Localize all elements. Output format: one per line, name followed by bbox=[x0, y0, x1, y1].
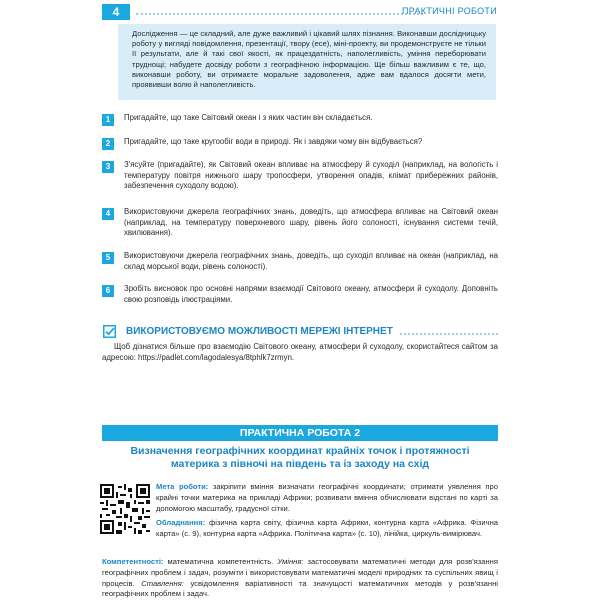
task-number: 1 bbox=[102, 114, 114, 126]
internet-title: ВИКОРИСТОВУЄМО МОЖЛИВОСТІ МЕРЕЖІ ІНТЕРНЕТ bbox=[126, 326, 393, 337]
task-number: 3 bbox=[102, 161, 114, 173]
goal-paragraph bbox=[156, 482, 498, 514]
practical-work-title: Визначення географічних координат крайніх точок і протяжності материка з півночі на південь та із заходу на схід bbox=[130, 445, 470, 470]
task-text: Пригадайте, що таке Світовий океан і з яких частин він складається. bbox=[124, 113, 373, 122]
skills-label: Уміння: bbox=[277, 557, 304, 566]
attitude-text: усвідомлення варіативності та значущості математичних методів у розв'язанні географічних проблем і задач. bbox=[102, 578, 498, 599]
task-text: З'ясуйте (пригадайте), як Світовий океан впливає на атмосферу й суходіл (наприклад, на вологість і температуру повітря нижнього шару тропосфери, утворення опадів, клімат прибережних районів, забезпечення суходолу водою). bbox=[124, 160, 498, 190]
equipment-label: Обладнання: bbox=[156, 518, 206, 527]
header-divider bbox=[136, 13, 423, 15]
task-number: 6 bbox=[102, 285, 114, 297]
internet-header bbox=[102, 325, 498, 339]
task-text: Зробіть висновок про основні напрями взаємодії Світового океану, атмосфери й суходолу. Доповніть свою розповідь ілюстраціями. bbox=[124, 284, 498, 304]
skills-text: застосовувати математичні методи для розв'язання географічних проблем і задач, розуміти і використовувати математичні моделі природних та суспільних явищ і процесів. bbox=[102, 557, 498, 588]
goal-text: закріпити вміння визначати географічні координати; отримати уявлення про крайні точки материка на прикладі Африки; розвивати вміння обчислювати відстані по карті за допомогою масштабу, градусної сітки. bbox=[156, 482, 498, 513]
page-number: 4 bbox=[102, 4, 130, 20]
task-number: 4 bbox=[102, 208, 114, 220]
internet-text: Щоб дізнатися більше про взаємодію Світового океану, атмосфери й суходолу, скористайтеся сайтом за адресою: https://padlet.com/lagodalesya/8tphlk7zrmyn. bbox=[102, 342, 498, 362]
task-number: 5 bbox=[102, 252, 114, 264]
attitude-label: Ставлення: bbox=[141, 578, 184, 588]
task-text: Використовуючи джерела географічних знань, доведіть, що атмосфера впливає на Світовий океан (наприклад, на температуру поверхневого шару, рівень його солоності, існування системи течій, хвилювання). bbox=[124, 207, 498, 237]
practical-work-banner: ПРАКТИЧНА РОБОТА 2 bbox=[102, 425, 498, 441]
section-title: ПРАКТИЧНІ РОБОТИ bbox=[402, 6, 497, 16]
goal-label: Мета роботи: bbox=[156, 482, 209, 491]
task-text: Використовуючи джерела географічних знань, доведіть, що суходіл впливає на океан (наприклад, на склад морської води, рівень солоності). bbox=[124, 251, 498, 271]
task-number: 2 bbox=[102, 138, 114, 150]
equipment-text: фізична карта світу, фізична карта Африки, контурна карта «Африка. Фізична карта» (с. 9), контурна карта «Африка. Політична карта» (с. 10), лінійка, циркуль-вимірювач. bbox=[156, 518, 498, 538]
competencies-label: Компетентності: bbox=[102, 557, 164, 566]
intro-box: Дослідження — це складний, але дуже важливий і цікавий шлях пізнання. Виконавши дослідницьку роботу у вигляді повідомлення, презентації, твору (есе), міні-проекту, ви продемонструєте не тільки її результати, але й такі свої якості, як працездатність, наполегливість, уміння переборювати труднощі; набудете досвіду роботи з географічною інформацією. Ще більш важливим є те, що, виконавши роботу, ви отримаєте моральне задоволення, адже вам вдалося досягти мети, проявивши волю й наполегливість. bbox=[118, 24, 496, 100]
page-header bbox=[102, 4, 497, 20]
competencies-paragraph bbox=[102, 557, 498, 600]
competencies-text: математична компетентність. bbox=[167, 557, 274, 566]
checkbox-check-icon bbox=[103, 325, 116, 338]
internet-divider bbox=[400, 333, 498, 335]
task-text: Пригадайте, що таке кругообіг води в природі. Як і завдяки чому він відбувається? bbox=[124, 137, 423, 146]
qr-code-icon[interactable] bbox=[100, 484, 150, 534]
equipment-paragraph bbox=[156, 518, 498, 540]
